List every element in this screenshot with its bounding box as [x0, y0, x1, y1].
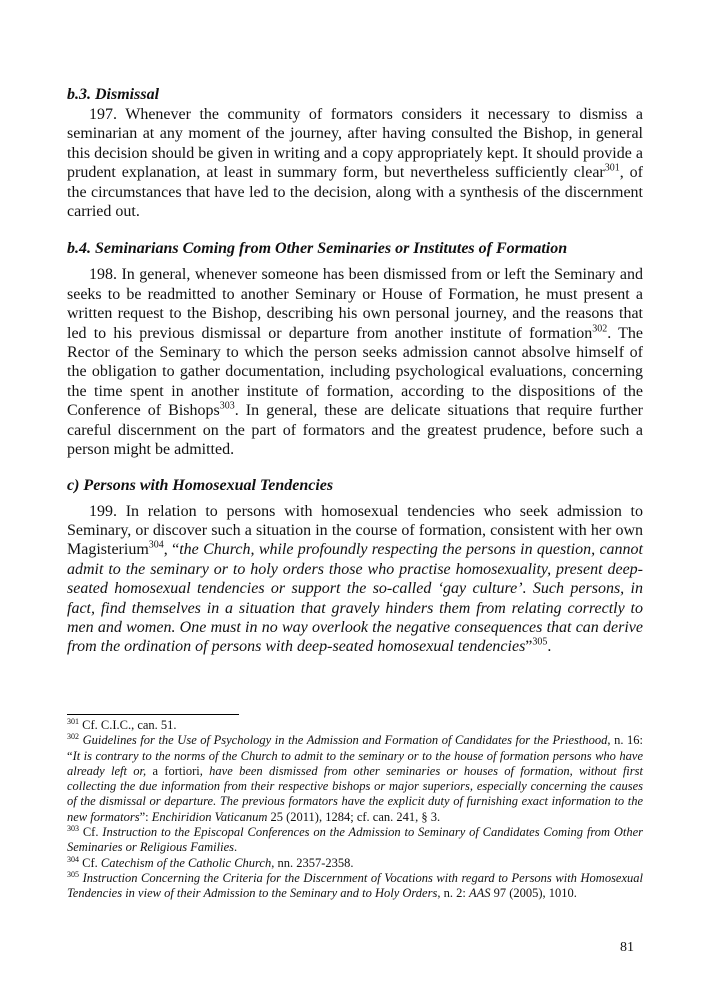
paragraph-198-text-mid: . The Rector of the Seminary to which the person seeks admission cannot absolve himself of the obligation to gather documentation, including psychological evaluations, concerning the time spent in another institute of formation, according to the dispositions of the Conference of Bishops [67, 324, 643, 420]
footnote-source: Enchiridion Vaticanum [151, 809, 268, 824]
footnote-text: . [234, 840, 238, 855]
footnote-number: 305 [67, 869, 79, 879]
footnote-number: 302 [67, 732, 79, 742]
footnote-ref-305[interactable]: 305 [532, 637, 548, 649]
footnote-divider [67, 714, 239, 715]
footnote-305 [67, 871, 643, 902]
heading-dismissal: b.3. Dismissal [67, 86, 160, 103]
heading-other-seminaries: b.4. Seminarians Coming from Other Seminaries or Institutes of Formation [67, 240, 568, 258]
footnote-303 [67, 825, 643, 856]
footnote-source: AAS [468, 886, 491, 901]
footnote-title: Guidelines for the Use of Psychology in the Admission and Formation of Candidates for the Priesthood [82, 733, 608, 748]
paragraph-197-text-end: , of the circumstances that have led to the decision, along with a synthesis of the discernment carried out. [67, 164, 644, 221]
footnotes [67, 718, 643, 902]
paragraph-199-end: . [547, 638, 552, 656]
paragraph-198-text: 198. In general, whenever someone has been dismissed from or left the Seminary and seeks to be readmitted to another Seminary or House of Formation, he must present a written request to the Bishop, describing his own personal journey, and the reasons that led to his previous dismissal or departure from another institute of formation [67, 266, 643, 342]
paragraph-198-text-end: . In general, these are delicate situations that require further careful discernment on the part of formators and the greatest prudence, before such a person might be admitted. [67, 402, 643, 459]
footnote-text: ”: [139, 809, 152, 824]
footnote-text: Cf. [79, 825, 103, 840]
footnote-ref-301[interactable]: 301 [604, 162, 620, 174]
quote-open: , “ [163, 541, 180, 559]
footnote-text: Cf. C.I.C., can. 51. [79, 718, 177, 732]
footnote-text: Cf. [79, 855, 101, 870]
footnote-text: , nn. 2357-2358. [271, 855, 354, 870]
footnote-text: a fortiori [146, 763, 200, 778]
paragraph-199-quote: the Church, while profoundly respecting the persons in question, cannot admit to the seminary or to holy orders those who practise homosexuality, present deep-seated homosexual tendencies or support the so-called ‘gay culture’. Such persons, in fact, find themselves in a situation that gravely hinders them from relating correctly to men and women. One must in no way overlook the negative consequences that can derive from the ordination of persons with deep-seated homosexual tendencies [67, 541, 643, 656]
footnote-title: Instruction to the Episcopal Conferences on the Admission to Seminary of Candidates Coming from Other Seminaries or Religious Families [67, 825, 643, 855]
footnote-text: , n. 16: “ [67, 733, 644, 763]
footnote-text: , n. 2: [437, 886, 469, 901]
paragraph-198 [67, 265, 643, 459]
page-body [67, 84, 643, 657]
footnote-301 [67, 718, 643, 733]
footnote-ref-304[interactable]: 304 [148, 539, 164, 551]
quote-close: ” [525, 638, 533, 656]
footnote-number: 304 [67, 854, 79, 864]
paragraph-199 [67, 502, 643, 657]
footnote-quote: , have been dismissed from other seminaries or houses of formation, without first collecting the due information from their respective bishops or major superiors, especially concerning the causes of the dismissal or departure. The previous formators have the explicit duty of furnishing exact information to the new formators [67, 763, 643, 824]
footnote-quote: It is contrary to the norms of the Church to admit to the seminary or to the house of formation persons who have already left or, [67, 748, 643, 778]
footnote-title: Instruction Concerning the Criteria for the Discernment of Vocations with regard to Persons with Homosexual Tendencies in view of their Admission to the Seminary and to Holy Orders [67, 870, 643, 901]
footnote-ref-303[interactable]: 303 [219, 400, 235, 412]
footnote-ref-302[interactable]: 302 [592, 323, 608, 335]
footnote-number: 303 [67, 823, 79, 833]
footnote-text: 97 (2005), 1010. [490, 886, 577, 901]
footnote-302 [67, 733, 643, 825]
paragraph-197-text: 197. Whenever the community of formators considers it necessary to dismiss a seminarian at any moment of the journey, after having consulted the Bishop, in general this decision should be given in writing and a copy appropriately kept. It should provide a prudent explanation, at least in summary form, but nevertheless sufficiently clear [67, 106, 643, 182]
footnote-number: 301 [67, 716, 79, 726]
footnote-text: 25 (2011), 1284; cf. can. 241, § 3. [267, 809, 441, 824]
footnote-304 [67, 856, 643, 871]
heading-homosexual-tendencies: c) Persons with Homosexual Tendencies [67, 476, 334, 494]
page-number: 81 [620, 940, 634, 955]
footnote-title: Catechism of the Catholic Church [100, 855, 272, 870]
paragraph-197 [67, 105, 643, 221]
paragraph-199-text: 199. In relation to persons with homosexual tendencies who seek admission to Seminary, or discover such a situation in the course of formation, consistent with her own Magisterium [67, 502, 643, 559]
